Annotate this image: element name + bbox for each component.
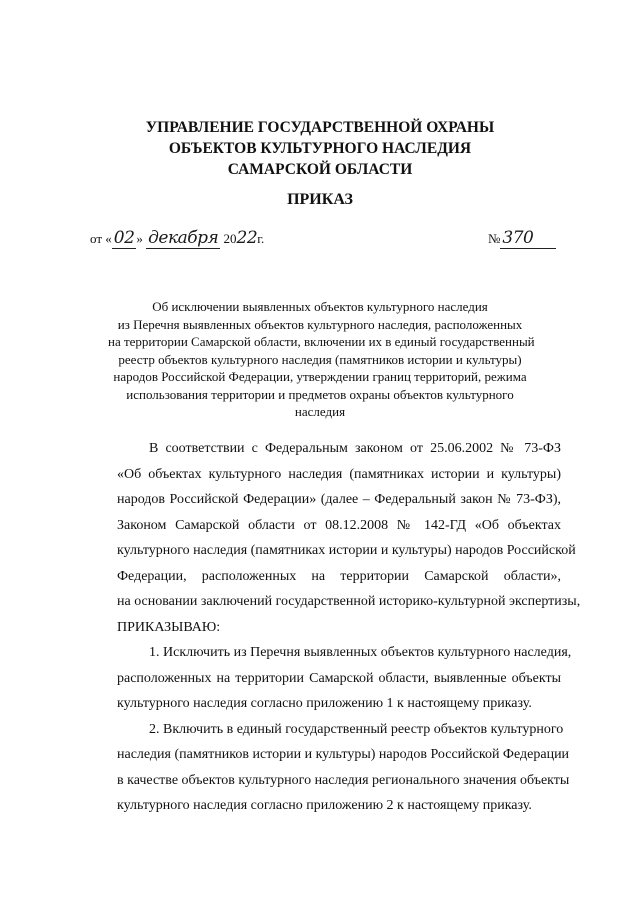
body-line: культурного наследия согласно приложению 2 к настоящему приказу.	[117, 798, 532, 813]
subject-line: народов Российской Федерации, утверждении границ территорий, режима	[113, 369, 527, 384]
body-line: Законом Самарской области от 08.12.2008 № 142-ГД «Об объектах	[117, 517, 561, 533]
subject-line: использования территории и предметов охраны объектов культурного	[126, 386, 514, 402]
order-date	[90, 228, 264, 248]
body-line-item-1: 1. Исключить из Перечня выявленных объектов культурного наследия,	[149, 645, 572, 660]
body-line: культурного наследия (памятниках истории и культуры) народов Российской	[117, 543, 576, 558]
body-line: на основании заключений государственной историко-культурной экспертизы,	[117, 594, 581, 609]
body-line: наследия (памятников истории и культуры) народов Российской Федерации	[117, 747, 570, 762]
body-line: расположенных на территории Самарской области, выявленные объекты	[117, 670, 561, 686]
body-line: народов Российской Федерации» (далее – Федеральный закон № 73-ФЗ),	[117, 492, 561, 507]
subject-line: из Перечня выявленных объектов культурного наследия, расположенных	[117, 316, 523, 332]
date-day-close: »	[136, 231, 143, 246]
number-label: №	[488, 231, 501, 246]
order-number	[488, 228, 556, 249]
date-month: декабря	[148, 228, 219, 248]
agency-line: ОБЪЕКТОВ КУЛЬТУРНОГО НАСЛЕДИЯ	[168, 140, 472, 157]
subject-line: наследия	[294, 404, 346, 419]
body-line: «Об объектах культурного наследия (памятниках истории и культуры)	[117, 466, 561, 482]
document-type: ПРИКАЗ	[287, 191, 353, 208]
body-line-item-2: 2. Включить в единый государственный реестр объектов культурного	[149, 721, 564, 737]
subject-line: Об исключении выявленных объектов культурного наследия	[152, 299, 488, 314]
agency-line: УПРАВЛЕНИЕ ГОСУДАРСТВЕННОЙ ОХРАНЫ	[145, 119, 495, 136]
date-year-suffix: 22	[236, 228, 258, 248]
agency-line: САМАРСКОЙ ОБЛАСТИ	[227, 161, 413, 178]
agency-name	[100, 117, 540, 180]
number-value: 370	[500, 228, 556, 249]
order-body	[117, 436, 581, 819]
body-line: в качестве объектов культурного наследия регионального значения объекты	[117, 772, 570, 788]
date-day: 02	[113, 228, 135, 248]
date-prefix: от «	[90, 231, 112, 246]
body-line: культурного наследия согласно приложению 1 к настоящему приказу.	[117, 696, 532, 711]
body-line-order-word: ПРИКАЗЫВАЮ:	[117, 619, 221, 635]
order-subject	[108, 298, 535, 421]
body-line: Федерации, расположенных на территории Самарской области»,	[117, 568, 561, 584]
date-year-prefix: 20	[223, 231, 237, 246]
date-year-end: г.	[257, 231, 265, 246]
subject-line: реестр объектов культурного наследия (памятников истории и культуры)	[118, 351, 522, 367]
body-line: В соответствии с Федеральным законом от 25.06.2002 № 73-ФЗ	[149, 441, 561, 456]
subject-line: на территории Самарской области, включении их в единый государственный	[108, 334, 535, 349]
